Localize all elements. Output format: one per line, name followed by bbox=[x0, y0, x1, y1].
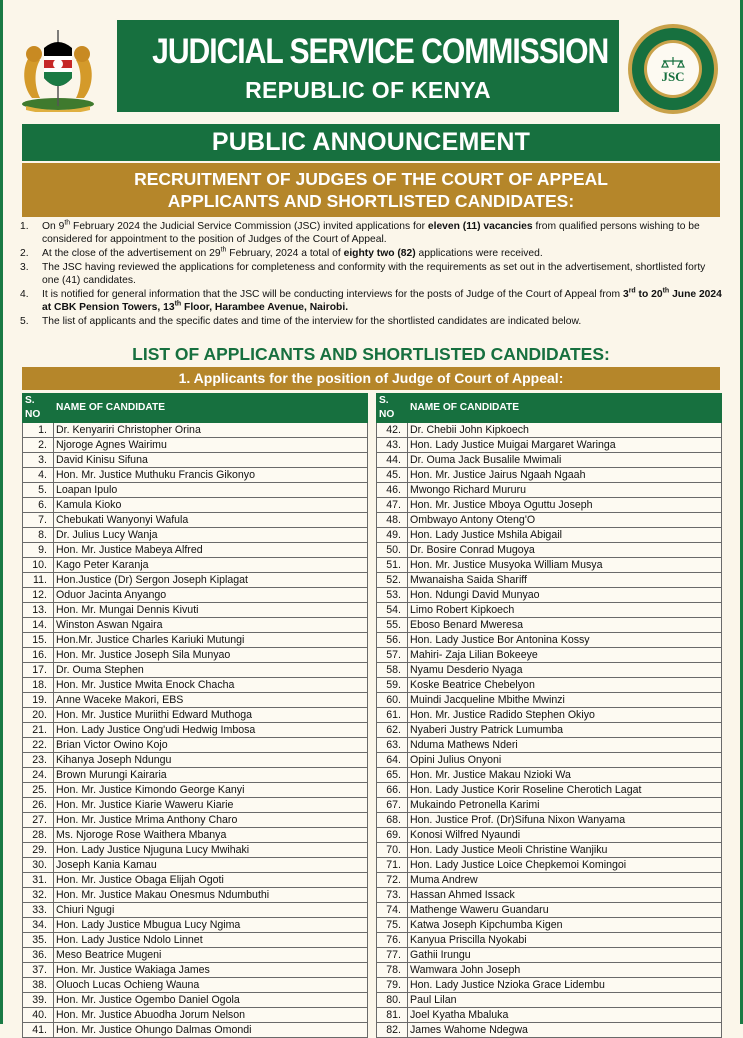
candidate-number: 33. bbox=[23, 903, 54, 918]
candidate-name: James Wahome Ndegwa bbox=[408, 1023, 722, 1038]
candidate-name: Loapan Ipulo bbox=[54, 483, 368, 498]
note-item bbox=[20, 247, 724, 260]
candidate-number: 42. bbox=[377, 423, 408, 438]
note-text: On 9 bbox=[42, 221, 65, 232]
candidate-name: Mathenge Waweru Guandaru bbox=[408, 903, 722, 918]
candidate-name: Hon. Lady Justice Loice Chepkemoi Komingoi bbox=[408, 858, 722, 873]
note-text: applications were received. bbox=[415, 248, 543, 259]
table-row bbox=[377, 723, 722, 738]
table-row bbox=[377, 798, 722, 813]
candidate-number: 8. bbox=[23, 528, 54, 543]
note-item bbox=[20, 220, 724, 246]
candidates-table-left bbox=[22, 393, 368, 1038]
note-text: The JSC having reviewed the applications for completeness and conformity with the requirements as set out in the advertisement, shortlisted forty one (41) candidates. bbox=[42, 262, 706, 286]
table-body bbox=[23, 423, 368, 1038]
candidate-name: Mwongo Richard Mururu bbox=[408, 483, 722, 498]
candidate-number: 31. bbox=[23, 873, 54, 888]
note-number: 1. bbox=[20, 221, 29, 232]
candidate-name: Oduor Jacinta Anyango bbox=[54, 588, 368, 603]
table-row bbox=[23, 633, 368, 648]
candidate-name: Hon. Mr. Justice Mrima Anthony Charo bbox=[54, 813, 368, 828]
candidate-name: Ms. Njoroge Rose Waithera Mbanya bbox=[54, 828, 368, 843]
table-header-row bbox=[23, 394, 368, 423]
table-row bbox=[23, 483, 368, 498]
table-row bbox=[23, 438, 368, 453]
table-row bbox=[23, 723, 368, 738]
candidate-name: Limo Robert Kipkoech bbox=[408, 603, 722, 618]
candidate-name: Mahiri- Zaja Lilian Bokeeye bbox=[408, 648, 722, 663]
candidate-number: 39. bbox=[23, 993, 54, 1008]
candidate-number: 81. bbox=[377, 1008, 408, 1023]
candidate-number: 72. bbox=[377, 873, 408, 888]
republic-subtitle: REPUBLIC OF KENYA bbox=[245, 77, 491, 103]
candidate-name: Hon. Lady Justice Nzioka Grace Lidembu bbox=[408, 978, 722, 993]
note-text: At the close of the advertisement on 29 bbox=[42, 248, 221, 259]
candidate-name: Hon. Lady Justice Mshila Abigail bbox=[408, 528, 722, 543]
candidate-number: 27. bbox=[23, 813, 54, 828]
candidate-name: Nduma Mathews Nderi bbox=[408, 738, 722, 753]
candidate-name: Hon. Mr. Justice Radido Stephen Okiyo bbox=[408, 708, 722, 723]
table-row bbox=[377, 963, 722, 978]
candidate-name: Hon. Mr. Justice Mabeya Alfred bbox=[54, 543, 368, 558]
table-row bbox=[377, 498, 722, 513]
note-text: It is notified for general information that the JSC will be conducting interviews for the posts of Judge of the Court of Appeal from bbox=[42, 289, 623, 300]
candidate-number: 57. bbox=[377, 648, 408, 663]
note-bold: eleven (11) vacancies bbox=[427, 221, 533, 232]
note-number: 3. bbox=[20, 262, 29, 273]
table-row bbox=[23, 498, 368, 513]
seal-text: JSC bbox=[661, 69, 685, 84]
candidate-name: Opini Julius Onyoni bbox=[408, 753, 722, 768]
candidate-number: 30. bbox=[23, 858, 54, 873]
table-row bbox=[23, 753, 368, 768]
candidate-name: Hon. Mr. Justice Musyoka William Musya bbox=[408, 558, 722, 573]
recruitment-heading-line1: RECRUITMENT OF JUDGES OF THE COURT OF APPEAL bbox=[134, 169, 608, 189]
table-row bbox=[377, 978, 722, 993]
candidate-number: 40. bbox=[23, 1008, 54, 1023]
candidate-name: Hon. Mr. Justice Makau Nzioki Wa bbox=[408, 768, 722, 783]
candidate-number: 16. bbox=[23, 648, 54, 663]
candidate-name: Nyaberi Justry Patrick Lumumba bbox=[408, 723, 722, 738]
note-sup: th bbox=[64, 219, 71, 227]
candidate-number: 52. bbox=[377, 573, 408, 588]
candidate-name: Nyamu Desderio Nyaga bbox=[408, 663, 722, 678]
candidate-number: 60. bbox=[377, 693, 408, 708]
table-row bbox=[23, 468, 368, 483]
note-sup: th bbox=[174, 300, 182, 308]
candidate-name: Brian Victor Owino Kojo bbox=[54, 738, 368, 753]
candidate-name: Muindi Jacqueline Mbithe Mwinzi bbox=[408, 693, 722, 708]
candidate-number: 67. bbox=[377, 798, 408, 813]
note-text: February, 2024 a total of bbox=[226, 248, 344, 259]
table-row bbox=[23, 603, 368, 618]
candidate-name: Hon.Justice (Dr) Sergon Joseph Kiplagat bbox=[54, 573, 368, 588]
table-row bbox=[23, 573, 368, 588]
candidate-name: Hon. Mr. Justice Muriithi Edward Muthoga bbox=[54, 708, 368, 723]
table-row bbox=[23, 918, 368, 933]
candidate-name: Hon. Mr. Justice Wakiaga James bbox=[54, 963, 368, 978]
candidate-name: Joseph Kania Kamau bbox=[54, 858, 368, 873]
candidate-name: Hon. Lady Justice Ndolo Linnet bbox=[54, 933, 368, 948]
candidate-number: 13. bbox=[23, 603, 54, 618]
candidate-number: 49. bbox=[377, 528, 408, 543]
table-row bbox=[377, 918, 722, 933]
candidate-number: 5. bbox=[23, 483, 54, 498]
candidate-number: 28. bbox=[23, 828, 54, 843]
note-sup: th bbox=[220, 246, 227, 254]
table-row bbox=[23, 798, 368, 813]
table-row bbox=[377, 678, 722, 693]
candidate-number: 6. bbox=[23, 498, 54, 513]
table-row bbox=[377, 828, 722, 843]
candidate-name: Wamwara John Joseph bbox=[408, 963, 722, 978]
list-heading: LIST OF APPLICANTS AND SHORTLISTED CANDIDATES: bbox=[132, 344, 610, 364]
note-bold: Floor, Harambee Avenue, Nairobi. bbox=[181, 302, 349, 313]
candidate-name: Hassan Ahmed Issack bbox=[408, 888, 722, 903]
table-row bbox=[377, 558, 722, 573]
note-sup: rd bbox=[628, 287, 636, 295]
table-row bbox=[377, 843, 722, 858]
candidate-name: Kago Peter Karanja bbox=[54, 558, 368, 573]
candidate-number: 45. bbox=[377, 468, 408, 483]
candidate-number: 53. bbox=[377, 588, 408, 603]
table-row bbox=[377, 858, 722, 873]
note-bold: to 20 bbox=[635, 289, 663, 300]
kenya-coat-of-arms-icon bbox=[12, 26, 104, 112]
table-row bbox=[23, 933, 368, 948]
candidate-number: 22. bbox=[23, 738, 54, 753]
candidate-number: 69. bbox=[377, 828, 408, 843]
candidate-name: Eboso Benard Mweresa bbox=[408, 618, 722, 633]
recruitment-heading bbox=[22, 163, 720, 217]
note-sup: th bbox=[662, 287, 670, 295]
table-row bbox=[23, 1023, 368, 1038]
candidate-number: 4. bbox=[23, 468, 54, 483]
candidate-number: 9. bbox=[23, 543, 54, 558]
table-row bbox=[377, 468, 722, 483]
table-row bbox=[23, 858, 368, 873]
candidate-number: 62. bbox=[377, 723, 408, 738]
candidate-name: Hon. Lady Justice Mbugua Lucy Ngima bbox=[54, 918, 368, 933]
table-row bbox=[377, 933, 722, 948]
note-bold: eighty two (82) bbox=[343, 248, 416, 259]
candidate-name: Hon. Mr. Justice Abuodha Jorum Nelson bbox=[54, 1008, 368, 1023]
note-number: 5. bbox=[20, 316, 29, 327]
candidate-name: Brown Murungi Kairaria bbox=[54, 768, 368, 783]
candidate-name: Hon. Mr. Justice Mwita Enock Chacha bbox=[54, 678, 368, 693]
candidate-number: 15. bbox=[23, 633, 54, 648]
candidate-number: 34. bbox=[23, 918, 54, 933]
candidate-number: 73. bbox=[377, 888, 408, 903]
candidate-name: Hon. Justice Prof. (Dr)Sifuna Nixon Wanyama bbox=[408, 813, 722, 828]
notes-list bbox=[20, 220, 724, 329]
candidate-name: Hon. Lady Justice Meoli Christine Wanjiku bbox=[408, 843, 722, 858]
candidate-name: Koske Beatrice Chebelyon bbox=[408, 678, 722, 693]
jsc-seal-icon bbox=[627, 23, 719, 115]
candidate-name: Njoroge Agnes Wairimu bbox=[54, 438, 368, 453]
table-row bbox=[23, 558, 368, 573]
candidate-name: Hon. Mr. Justice Muthuku Francis Gikonyo bbox=[54, 468, 368, 483]
candidate-number: 79. bbox=[377, 978, 408, 993]
candidate-number: 61. bbox=[377, 708, 408, 723]
note-item bbox=[20, 315, 724, 328]
candidate-name: Hon. Lady Justice Njuguna Lucy Mwihaki bbox=[54, 843, 368, 858]
table-row bbox=[377, 903, 722, 918]
candidate-number: 18. bbox=[23, 678, 54, 693]
candidate-number: 74. bbox=[377, 903, 408, 918]
candidate-number: 64. bbox=[377, 753, 408, 768]
recruitment-heading-line2: APPLICANTS AND SHORTLISTED CANDIDATES: bbox=[167, 191, 575, 211]
candidate-name: Chebukati Wanyonyi Wafula bbox=[54, 513, 368, 528]
candidate-number: 29. bbox=[23, 843, 54, 858]
table-row bbox=[23, 708, 368, 723]
candidate-name: Hon. Mr. Justice Ohungo Dalmas Omondi bbox=[54, 1023, 368, 1038]
table-row bbox=[23, 543, 368, 558]
candidate-number: 75. bbox=[377, 918, 408, 933]
candidate-number: 11. bbox=[23, 573, 54, 588]
column-header-name: NAME OF CANDIDATE bbox=[408, 394, 722, 423]
table-row bbox=[23, 663, 368, 678]
candidate-name: Hon. Lady Justice Korir Roseline Cherotich Lagat bbox=[408, 783, 722, 798]
candidate-name: Hon.Mr. Justice Charles Kariuki Mutungi bbox=[54, 633, 368, 648]
table-row bbox=[377, 663, 722, 678]
candidate-name: Dr. Chebii John Kipkoech bbox=[408, 423, 722, 438]
candidate-name: Muma Andrew bbox=[408, 873, 722, 888]
candidate-number: 23. bbox=[23, 753, 54, 768]
table-row bbox=[23, 768, 368, 783]
table-row bbox=[377, 948, 722, 963]
table-row bbox=[377, 873, 722, 888]
candidate-name: Hon. Lady Justice Bor Antonina Kossy bbox=[408, 633, 722, 648]
table-row bbox=[377, 753, 722, 768]
note-bold: 3 bbox=[622, 289, 629, 300]
candidate-name: Hon. Mr. Justice Joseph Sila Munyao bbox=[54, 648, 368, 663]
candidate-number: 82. bbox=[377, 1023, 408, 1038]
table-row bbox=[377, 708, 722, 723]
table-row bbox=[23, 843, 368, 858]
candidate-name: Joel Kyatha Mbaluka bbox=[408, 1008, 722, 1023]
candidate-number: 71. bbox=[377, 858, 408, 873]
table-row bbox=[377, 513, 722, 528]
candidate-name: Hon. Lady Justice Muigai Margaret Waringa bbox=[408, 438, 722, 453]
candidate-number: 44. bbox=[377, 453, 408, 468]
candidate-name: Hon. Mr. Justice Obaga Elijah Ogoti bbox=[54, 873, 368, 888]
table-row bbox=[23, 453, 368, 468]
candidate-name: Hon. Mr. Justice Ogembo Daniel Ogola bbox=[54, 993, 368, 1008]
candidate-number: 51. bbox=[377, 558, 408, 573]
candidate-number: 17. bbox=[23, 663, 54, 678]
candidates-table-right bbox=[376, 393, 722, 1038]
table-row bbox=[377, 648, 722, 663]
title-banner bbox=[117, 20, 619, 112]
candidate-name: Dr. Kenyariri Christopher Orina bbox=[54, 423, 368, 438]
column-header-sno: S. NO bbox=[377, 394, 408, 423]
table-row bbox=[377, 768, 722, 783]
candidate-number: 1. bbox=[23, 423, 54, 438]
candidate-number: 80. bbox=[377, 993, 408, 1008]
candidate-name: Dr. Ouma Stephen bbox=[54, 663, 368, 678]
table-row bbox=[23, 978, 368, 993]
table-row bbox=[377, 588, 722, 603]
table-row bbox=[377, 813, 722, 828]
table-row bbox=[23, 618, 368, 633]
candidate-number: 12. bbox=[23, 588, 54, 603]
table-row bbox=[23, 528, 368, 543]
table-row bbox=[377, 618, 722, 633]
candidate-number: 2. bbox=[23, 438, 54, 453]
candidate-number: 76. bbox=[377, 933, 408, 948]
candidate-name: Winston Aswan Ngaira bbox=[54, 618, 368, 633]
candidate-number: 43. bbox=[377, 438, 408, 453]
candidate-number: 46. bbox=[377, 483, 408, 498]
table-row bbox=[377, 438, 722, 453]
candidate-number: 70. bbox=[377, 843, 408, 858]
candidate-name: Mwanaisha Saida Shariff bbox=[408, 573, 722, 588]
table-row bbox=[377, 633, 722, 648]
candidate-number: 19. bbox=[23, 693, 54, 708]
candidate-name: Dr. Ouma Jack Busalile Mwimali bbox=[408, 453, 722, 468]
candidate-number: 35. bbox=[23, 933, 54, 948]
candidate-name: Katwa Joseph Kipchumba Kigen bbox=[408, 918, 722, 933]
note-number: 4. bbox=[20, 289, 29, 300]
candidate-number: 78. bbox=[377, 963, 408, 978]
candidate-number: 77. bbox=[377, 948, 408, 963]
candidate-number: 24. bbox=[23, 768, 54, 783]
table-row bbox=[377, 423, 722, 438]
table-row bbox=[377, 993, 722, 1008]
candidate-number: 14. bbox=[23, 618, 54, 633]
table-row bbox=[23, 948, 368, 963]
candidate-number: 47. bbox=[377, 498, 408, 513]
candidate-name: Oluoch Lucas Ochieng Wauna bbox=[54, 978, 368, 993]
candidate-name: Chiuri Ngugi bbox=[54, 903, 368, 918]
table-body bbox=[377, 423, 722, 1038]
candidate-name: Kamula Kioko bbox=[54, 498, 368, 513]
table-row bbox=[23, 693, 368, 708]
table-row bbox=[23, 903, 368, 918]
commission-title: JUDICIAL SERVICE COMMISSION bbox=[152, 32, 609, 71]
table-row bbox=[377, 693, 722, 708]
candidate-name: Hon. Mr. Justice Jairus Ngaah Ngaah bbox=[408, 468, 722, 483]
candidate-name: Mukaindo Petronella Karimi bbox=[408, 798, 722, 813]
table-row bbox=[377, 1008, 722, 1023]
table-header-row bbox=[377, 394, 722, 423]
note-item bbox=[20, 261, 724, 287]
candidate-number: 66. bbox=[377, 783, 408, 798]
candidate-name: Hon. Mr. Justice Kimondo George Kanyi bbox=[54, 783, 368, 798]
candidate-name: Hon. Ndungi David Munyao bbox=[408, 588, 722, 603]
table-row bbox=[377, 888, 722, 903]
public-announcement-banner: PUBLIC ANNOUNCEMENT bbox=[22, 124, 720, 161]
candidate-name: Hon. Mr. Mungai Dennis Kivuti bbox=[54, 603, 368, 618]
table-row bbox=[23, 648, 368, 663]
table-row bbox=[377, 783, 722, 798]
table-row bbox=[23, 813, 368, 828]
candidate-number: 63. bbox=[377, 738, 408, 753]
candidate-name: Hon. Mr. Justice Kiarie Waweru Kiarie bbox=[54, 798, 368, 813]
candidate-number: 41. bbox=[23, 1023, 54, 1038]
candidate-number: 32. bbox=[23, 888, 54, 903]
candidate-number: 26. bbox=[23, 798, 54, 813]
note-number: 2. bbox=[20, 248, 29, 259]
candidate-name: Hon. Lady Justice Ong'udi Hedwig Imbosa bbox=[54, 723, 368, 738]
candidate-name: Dr. Bosire Conrad Mugoya bbox=[408, 543, 722, 558]
table-row bbox=[377, 738, 722, 753]
note-item bbox=[20, 288, 724, 314]
candidate-number: 68. bbox=[377, 813, 408, 828]
candidate-number: 10. bbox=[23, 558, 54, 573]
table-row bbox=[377, 603, 722, 618]
candidate-name: Hon. Mr. Justice Mboya Oguttu Joseph bbox=[408, 498, 722, 513]
candidate-number: 37. bbox=[23, 963, 54, 978]
candidate-number: 21. bbox=[23, 723, 54, 738]
table-row bbox=[23, 588, 368, 603]
table-row bbox=[23, 678, 368, 693]
candidate-name: Ombwayo Antony Oteng'O bbox=[408, 513, 722, 528]
table-row bbox=[23, 888, 368, 903]
candidate-number: 54. bbox=[377, 603, 408, 618]
candidate-name: Konosi Wilfred Nyaundi bbox=[408, 828, 722, 843]
note-text: from qualified persons wishing to be considered for appointment to the position of Judges of the Court of Appeal. bbox=[42, 221, 700, 245]
table-row bbox=[377, 528, 722, 543]
candidate-number: 55. bbox=[377, 618, 408, 633]
table-row bbox=[23, 963, 368, 978]
applicants-subheading: 1. Applicants for the position of Judge of Court of Appeal: bbox=[22, 367, 720, 390]
candidate-number: 36. bbox=[23, 948, 54, 963]
column-header-sno: S. NO bbox=[23, 394, 54, 423]
candidate-name: Kanyua Priscilla Nyokabi bbox=[408, 933, 722, 948]
candidate-number: 56. bbox=[377, 633, 408, 648]
candidate-name: David Kinisu Sifuna bbox=[54, 453, 368, 468]
candidate-name: Meso Beatrice Mugeni bbox=[54, 948, 368, 963]
candidate-number: 7. bbox=[23, 513, 54, 528]
table-row bbox=[23, 993, 368, 1008]
candidate-number: 48. bbox=[377, 513, 408, 528]
note-bold: June 2024 at CBK Pension Towers, 13 bbox=[42, 289, 722, 313]
table-row bbox=[377, 543, 722, 558]
candidate-number: 50. bbox=[377, 543, 408, 558]
candidate-name: Kihanya Joseph Ndungu bbox=[54, 753, 368, 768]
table-row bbox=[23, 783, 368, 798]
table-row bbox=[377, 1023, 722, 1038]
table-row bbox=[377, 573, 722, 588]
table-row bbox=[377, 483, 722, 498]
candidate-number: 38. bbox=[23, 978, 54, 993]
candidate-name: Dr. Julius Lucy Wanja bbox=[54, 528, 368, 543]
column-header-name: NAME OF CANDIDATE bbox=[54, 394, 368, 423]
candidate-name: Gathii Irungu bbox=[408, 948, 722, 963]
candidate-number: 58. bbox=[377, 663, 408, 678]
table-row bbox=[23, 423, 368, 438]
candidate-name: Paul Lilan bbox=[408, 993, 722, 1008]
candidate-name: Anne Waceke Makori, EBS bbox=[54, 693, 368, 708]
table-row bbox=[23, 738, 368, 753]
table-row bbox=[23, 1008, 368, 1023]
candidate-name: Hon. Mr. Justice Makau Onesmus Ndumbuthi bbox=[54, 888, 368, 903]
candidate-number: 20. bbox=[23, 708, 54, 723]
note-text: The list of applicants and the specific dates and time of the interview for the shortlisted candidates are indicated below. bbox=[42, 316, 582, 327]
table-row bbox=[23, 828, 368, 843]
table-row bbox=[23, 873, 368, 888]
candidate-number: 3. bbox=[23, 453, 54, 468]
table-row bbox=[23, 513, 368, 528]
candidate-number: 25. bbox=[23, 783, 54, 798]
candidate-number: 59. bbox=[377, 678, 408, 693]
table-row bbox=[377, 453, 722, 468]
candidate-number: 65. bbox=[377, 768, 408, 783]
note-text: February 2024 the Judicial Service Commission (JSC) invited applications for bbox=[70, 221, 428, 232]
